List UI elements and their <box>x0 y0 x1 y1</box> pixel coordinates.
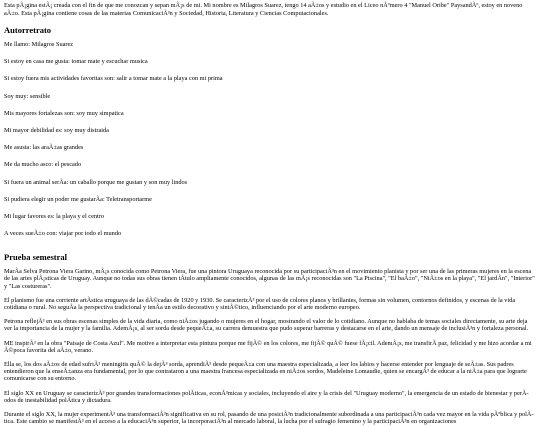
prueba-paragraph: MarÃa Selva Petrona Viera Garino, mÃ¡s conocida como Petrona Viera, fue una pintora Uruguaya reconocida por su participaciÃ³n en el movimiento planista y por ser una de las primeras mujeres en la escena de las artes plÃ¡sticas de Uruguay. Aunque no todas sus obras tienen tÃtulo ampliamente conocidos, algunas de las mÃ¡s reconocidas son "La Piscina", "El baÃ±o", "NiÃ±os en la playa", "El jardÃn", "Interior" y "Las costureras". <box>4 268 535 290</box>
autorretrato-item: Si estoy fuera mis actividades favoritas son: salir a tomar mate a la playa con mi prima <box>4 75 223 83</box>
autorretrato-item: Mi mayor debilidad es: soy muy distraida <box>4 126 109 134</box>
prueba-paragraph: El siglo XX en Uruguay se caracterizÃ³ por grandes transformaciones polÃticas, econÃ³micas y sociales, incluyendo el aire y la crisis del "Uruguay moderno", la emergencia de un estado de bienestar y perÃodos de inestabilidad polÃtica y dictadura. <box>4 389 529 404</box>
prueba-paragraph: Ella se, los dos aÃ±os de edad sufriÃ³ meningitis quÃ© la dejÃ³ sorda, aprendiÃ³ desde pequeÃ±a con una maestra especializada, a leer los labios y hacerse entender por lenguaje de seÃ±as. Sus padres entendieron que la enseÃ±anza era fundamental, por lo que contrataron a una maestra francesa especializada en niÃ±os sordos, Madeleine Lomaudie, quien se encargÃ³ de educar a la niÃ±a para que lograrte comunicarse con su entorno. <box>4 361 527 383</box>
autorretrato-item: A veces sueÃ±o con: viajar por todo el mundo <box>4 230 122 238</box>
prueba-paragraph: ME inspirÃ³ en la obra "Paisaje de Costa Azul". Me motive a interpretar esta pintura porque me fijÃ© en los colores, me fijÃ© quÃ© fuese fÃ¡cil. AdemÃ¡s, me transfirÃ paz, felicidad y me hizo acordar a mi Ã©poca favorita del aÃ±o, verano. <box>4 339 532 354</box>
intro-paragraph: Esta pÃ¡gina estÃ¡ creada con el fin de que me conozcan y sepan mÃ¡s de mi. Mi nombre es Milagros Suarez, tengo 14 aÃ±os y estudio en el Liceo nÃºmero 4 "Manuel Oribe" PaysandÃº, estoy en noveno aÃ±o. Esta pÃ¡gina contiene cosas de las materias ComunicaciÃ³n y Sociedad, Historia, Literatura y Ciencias Computacionales. <box>4 2 523 17</box>
autorretrato-item: Si pudiera elegir un poder me gustarÃa: Teletransportarme <box>4 195 152 203</box>
autorretrato-item: Me da mucho asco: el pescado <box>4 161 82 169</box>
autorretrato-item: Si fuera un animal serÃa: un caballo porque me gustan y son muy lindos <box>4 178 188 186</box>
autorretrato-heading: Autorretrato <box>4 25 52 35</box>
prueba-paragraph: Durante el siglo XX, la mujer experimentÃ³ una transformaciÃ³n significativa en su rol, pasando de una posiciÃ³n tradicionalmente subordinada a una participaciÃ³n cada vez mayor en la vida pÃºblica y polÃtica. Este cambio se manifestÃ³ en el acceso a la educaciÃ³n superior, la incorporaciÃ³n al mercado laboral, la lucha por el sufragio femenino y la participaciÃ³n en organizaciones <box>4 411 534 426</box>
prueba-paragraph: El planismo fue una corriente artÃstica uruguaya de las dÃ©cadas de 1920 y 1930. Se caracterizÃ³ por el uso de colores planos y brillantes, formas sin volumen, contornos definidos, y escenas de la vida cotidiana o rural. No seguÃa la perspectiva tradicional y tenÃa un estilo decorativo y sintÃ©tico, influenciando por el arte moderno europeo. <box>4 296 516 312</box>
autorretrato-item: Mi lugar favores es: la playa y el centro <box>4 212 105 220</box>
prueba-paragraph: Petrona reflejÃ³ en sus obras escenas simples de la vida diaria, como niÃ±os jugando o mujeres en el hogar, mostrando el valor de lo cotidiano. Aunque no hablaba de temas sociales directamente, su arte deja ver la importancia de la mujer y la familia. AdemÃ¡s, al ser sorda desde pequeÃ±a, su carrera demuestra que pudo superar barreras y destacarse en el arte, dando un mensaje de inclusiÃ³n y fortaleza personal. <box>4 318 529 333</box>
autorretrato-item: Mis mayores fortalezas son: soy muy simpatica <box>4 109 124 117</box>
prueba-section <box>4 252 536 425</box>
prueba-heading: Prueba semestral <box>4 252 68 263</box>
autorretrato-section <box>4 25 536 238</box>
autorretrato-item: Me llamo: Milagros Suarez <box>4 41 74 48</box>
autorretrato-item: Soy muy: sensible <box>4 92 51 100</box>
autorretrato-item: Si estoy en casa me gusta: tomar mate y escuchar musica <box>4 58 148 66</box>
autorretrato-item: Me asusta: las araÃ±as grandes <box>4 144 84 152</box>
